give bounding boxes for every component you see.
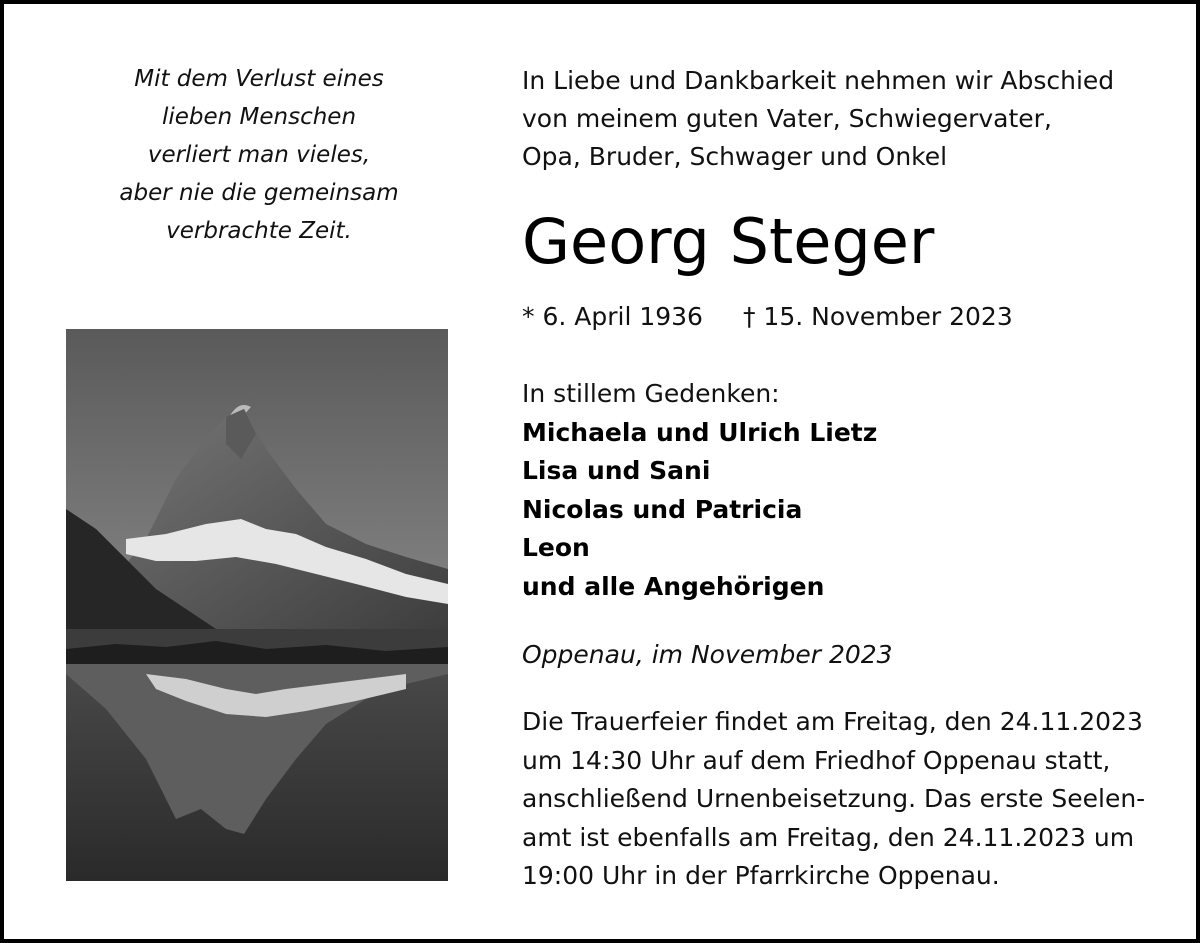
- quote-line: verliert man vieles,: [147, 142, 371, 168]
- life-dates: [522, 298, 1013, 336]
- funeral-service-info: [522, 703, 1145, 896]
- mourner-name: Nicolas und Patricia: [522, 494, 803, 524]
- quote-line: aber nie die gemeinsam: [119, 180, 399, 206]
- intro-block: [522, 62, 1162, 176]
- quote-line: lieben Menschen: [161, 104, 357, 130]
- quote-line: Mit dem Verlust eines: [134, 66, 384, 92]
- mourner-name: Michaela und Ulrich Lietz: [522, 417, 878, 447]
- quote-line: verbrachte Zeit.: [166, 218, 352, 244]
- birth-date: * 6. April 1936: [522, 302, 703, 331]
- memorial-quote: [64, 60, 454, 250]
- service-line: 19:00 Uhr in der Pfarrkirche Oppenau.: [522, 861, 1000, 890]
- mourner-name: Lisa und Sani: [522, 456, 711, 485]
- mourner-name: Leon: [522, 533, 590, 562]
- death-date: † 15. November 2023: [742, 302, 1013, 331]
- deceased-name: Georg Steger: [522, 205, 935, 278]
- service-line: Die Trauerfeier findet am Freitag, den 24.11.2023: [522, 707, 1143, 736]
- intro-line: von meinem guten Vater, Schwiegervater,: [522, 104, 1052, 133]
- intro-line: In Liebe und Dankbarkeit nehmen wir Abschied: [522, 66, 1115, 95]
- service-line: um 14:30 Uhr auf dem Friedhof Oppenau statt,: [522, 745, 1111, 775]
- intro-line: Opa, Bruder, Schwager und Onkel: [522, 142, 948, 171]
- mourners-list: [522, 375, 877, 606]
- service-line: amt ist ebenfalls am Freitag, den 24.11.2023 um: [522, 822, 1135, 852]
- mountain-lake-photo: [66, 329, 448, 881]
- mourners-heading: In stillem Gedenken:: [522, 379, 780, 408]
- service-line: anschließend Urnenbeisetzung. Das erste Seelen-: [522, 784, 1146, 813]
- place-and-date: Oppenau, im November 2023: [522, 640, 893, 669]
- mourner-name: und alle Angehörigen: [522, 571, 825, 601]
